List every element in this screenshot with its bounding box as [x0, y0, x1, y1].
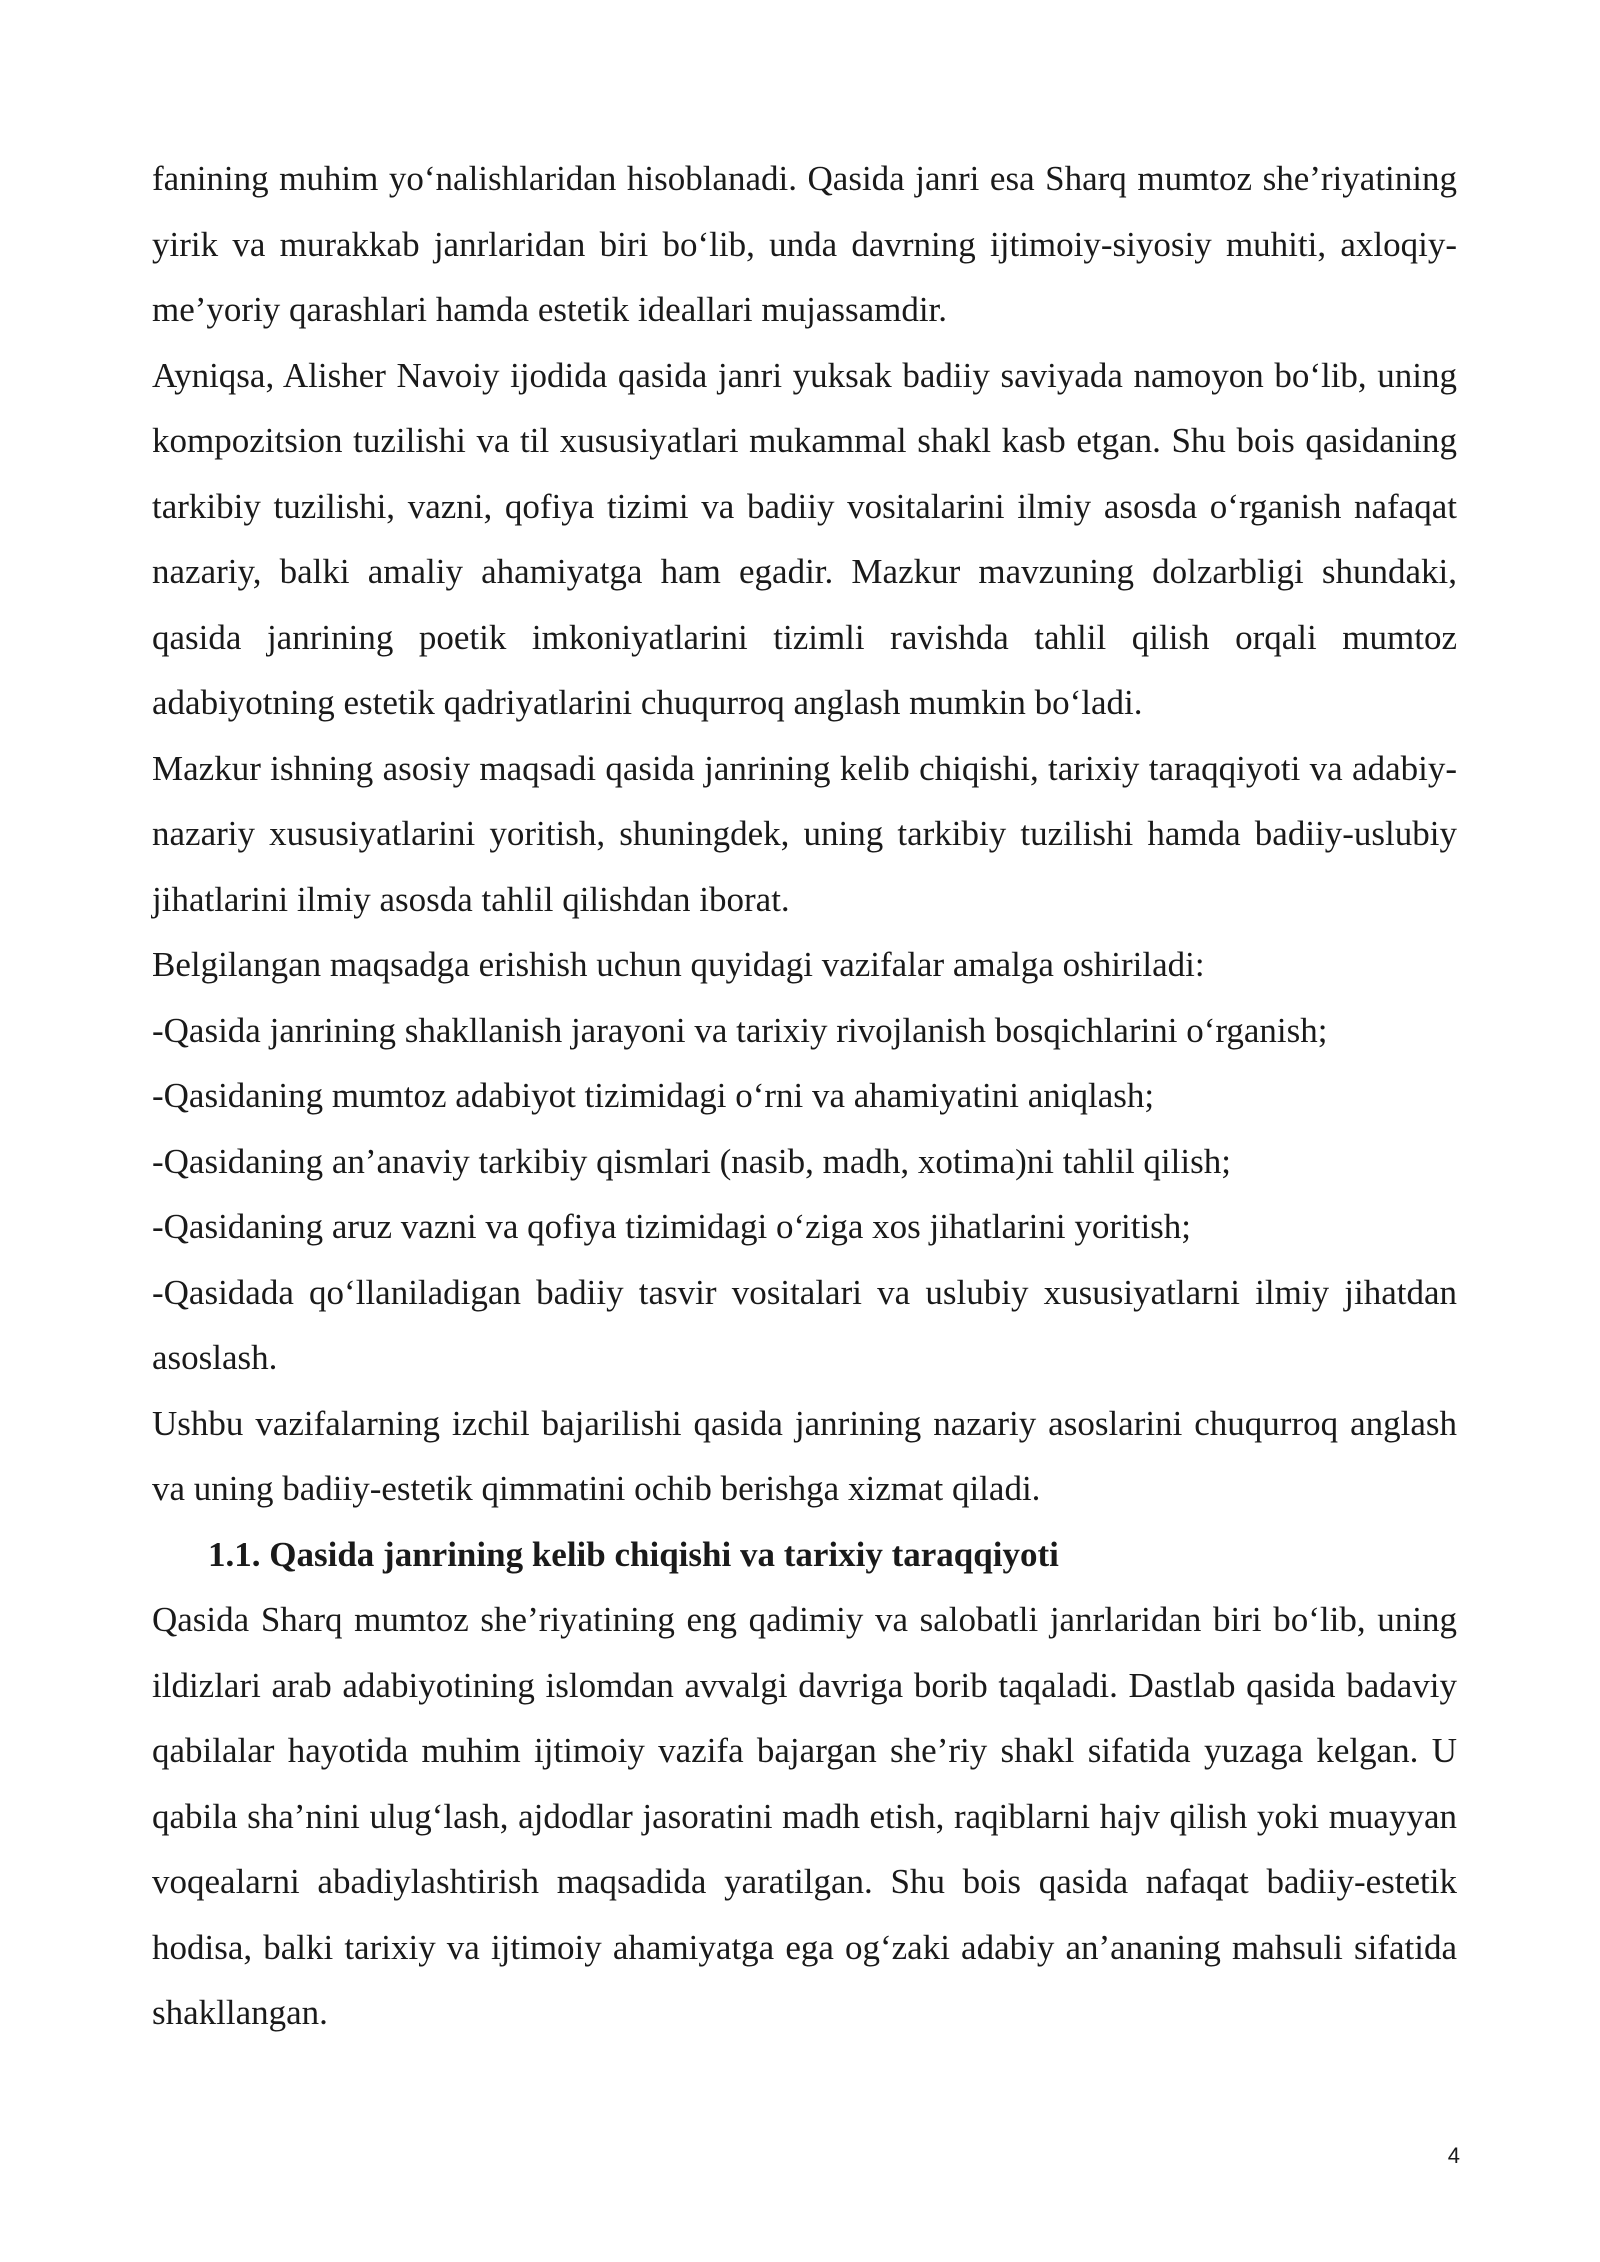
list-item: -Qasidaning mumtoz adabiyot tizimidagi o‘rni va ahamiyatini aniqlash; — [152, 1076, 1155, 1115]
paragraph: Mazkur ishning asosiy maqsadi qasida janrining kelib chiqishi, tarixiy taraqqiyoti va adabiy-nazariy xususiyatlarini yoritish, shuningdek, uning tarkibiy tuzilishi hamda badiiy-uslubiy jihatlarini ilmiy asosda tahlil qilishdan iborat. — [152, 748, 1457, 919]
paragraph: Ayniqsa, Alisher Navoiy ijodida qasida janri yuksak badiiy saviyada namoyon bo‘lib, uning kompozitsion tuzilishi va til xususiyatlari mukammal shakl kasb etgan. Shu bois qasidaning tarkibiy tuzilishi, vazni, qofiya tizimi va badiiy vositalarini ilmiy asosda o‘rganish nafaqat nazariy, balki amaliy ahamiyatga ham egadir. Mazkur mavzuning dolzarbligi shundaki, qasida janrining poetik imkoniyatlarini tizimli ravishda tahlil qilish orqali mumtoz adabiyotning estetik qadriyatlarini chuqurroq anglash mumkin bo‘ladi. — [152, 355, 1457, 722]
paragraph: fanining muhim yo‘nalishlaridan hisoblanadi. Qasida janri esa Sharq mumtoz she’riyatining yirik va murakkab janrlaridan biri bo‘lib, unda davrning ijtimoiy-siyosiy muhiti, axloqiy-me’yoriy qarashlari hamda estetik ideallari mujassamdir. — [152, 159, 1457, 329]
paragraph: Belgilangan maqsadga erishish uchun quyidagi vazifalar amalga oshiriladi: — [152, 945, 1205, 984]
paragraph: Ushbu vazifalarning izchil bajarilishi qasida janrining nazariy asoslarini chuqurroq anglash va uning badiiy-estetik qimmatini ochib berishga xizmat qiladi. — [152, 1403, 1457, 1508]
list-item: -Qasidaning aruz vazni va qofiya tizimidagi o‘ziga xos jihatlarini yoritish; — [152, 1207, 1192, 1246]
paragraph: Qasida Sharq mumtoz she’riyatining eng qadimiy va salobatli janrlaridan biri bo‘lib, uning ildizlari arab adabiyotining islomdan avvalgi davriga borib taqaladi. Dastlab qasida badaviy qabilalar hayotida muhim ijtimoiy vazifa bajargan she’riy shakl sifatida yuzaga kelgan. U qabila sha’nini ulug‘lash, ajdodlar jasoratini madh etish, raqiblarni hajv qilish yoki muayyan voqealarni abadiylashtirish maqsadida yaratilgan. Shu bois qasida nafaqat badiiy-estetik hodisa, balki tarixiy va ijtimoiy ahamiyatga ega og‘zaki adabiy an’ananing mahsuli sifatida shakllangan. — [152, 1600, 1457, 2032]
list-item: -Qasidaning an’anaviy tarkibiy qismlari (nasib, madh, xotima)ni tahlil qilish; — [152, 1141, 1231, 1181]
list-item: -Qasida janrining shakllanish jarayoni va tarixiy rivojlanish bosqichlarini o‘rganish; — [152, 1010, 1328, 1050]
page-number: 4 — [1447, 2143, 1460, 2168]
section-heading: 1.1. Qasida janrining kelib chiqishi va tarixiy taraqqiyoti — [208, 1534, 1059, 1574]
document-page — [152, 146, 1457, 2046]
list-item: -Qasidada qo‘llaniladigan badiiy tasvir vositalari va uslubiy xususiyatlarni ilmiy jihatdan asoslash. — [152, 1272, 1457, 1377]
